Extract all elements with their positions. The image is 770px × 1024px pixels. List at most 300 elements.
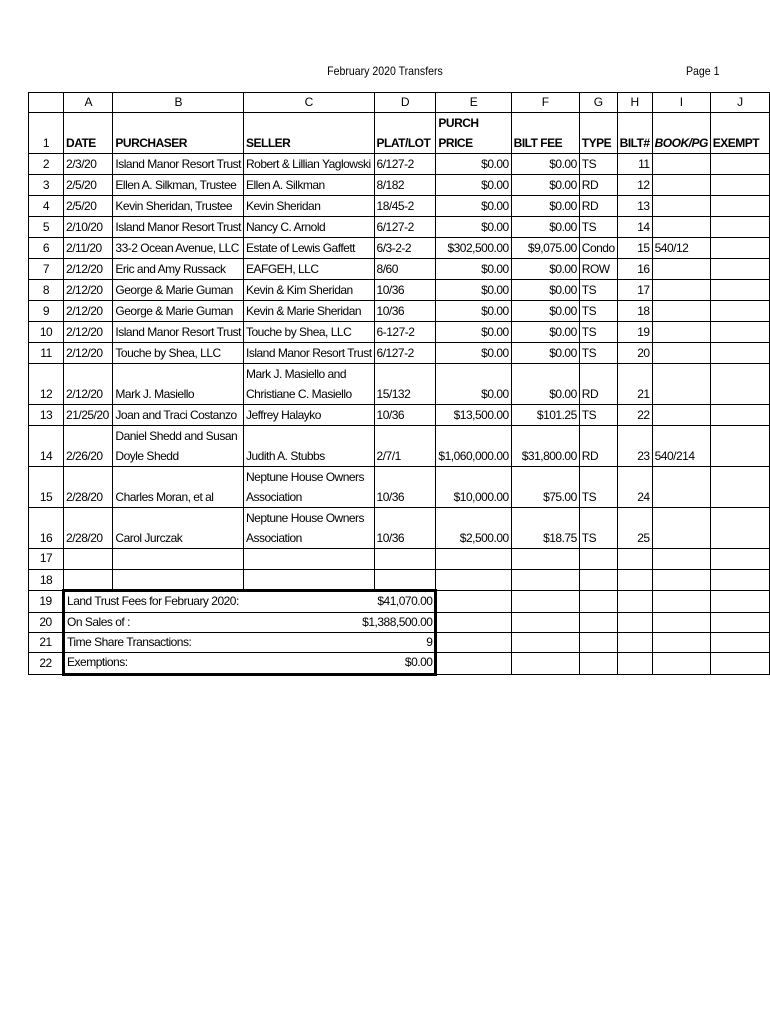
empty-cell — [64, 549, 113, 569]
purchaser-cell-line: George & Marie Guman — [115, 283, 233, 298]
purch-price-cell: $0.00 — [436, 343, 511, 364]
purchaser-cell-line: Island Manor Resort Trust — [115, 220, 241, 235]
empty-cell — [436, 569, 511, 590]
date-cell: 2/12/20 — [64, 259, 113, 280]
date-cell: 21/25/20 — [64, 405, 113, 426]
column-letter: J — [710, 93, 769, 113]
book-pg-header: BOOK/PG — [652, 113, 710, 154]
type-cell: ROW — [579, 259, 617, 280]
empty-cell — [579, 633, 617, 653]
type-cell: RD — [579, 426, 617, 467]
empty-cell — [243, 569, 374, 590]
purch-price-cell: $0.00 — [436, 322, 511, 343]
book-pg-cell — [652, 467, 710, 508]
seller-cell — [243, 343, 374, 364]
bilt-number-cell: 21 — [617, 364, 652, 405]
type-cell: RD — [579, 364, 617, 405]
seller-cell — [243, 175, 374, 196]
purchaser-cell — [113, 405, 244, 426]
seller-cell-line: Estate of Lewis Gaffett — [245, 241, 355, 256]
exempt-cell — [710, 426, 769, 467]
seller-cell-line: Jeffrey Halayko — [245, 408, 321, 423]
table-row — [29, 569, 770, 590]
seller-cell-line: Christiane C. Masiello — [245, 387, 352, 402]
platlot-cell: 6/127-2 — [374, 343, 436, 364]
exempt-cell — [710, 175, 769, 196]
purchaser-cell — [113, 196, 244, 217]
seller-cell — [243, 364, 374, 405]
bilt-fee-cell: $75.00 — [511, 467, 579, 508]
empty-cell — [579, 612, 617, 632]
bilt-fee-cell: $101.25 — [511, 405, 579, 426]
exempt-cell — [710, 467, 769, 508]
purchaser-cell-line: Doyle Shedd — [115, 449, 179, 464]
empty-cell — [436, 653, 511, 674]
purchaser-cell — [113, 217, 244, 238]
purchaser-cell — [113, 508, 244, 549]
report-title: February 2020 Transfers — [327, 64, 443, 78]
seller-cell-line: Ellen A. Silkman — [245, 178, 325, 193]
empty-cell — [652, 591, 710, 612]
book-pg-cell — [652, 154, 710, 175]
empty-cell — [436, 612, 511, 632]
column-letter: B — [113, 93, 244, 113]
summary-row — [29, 591, 770, 612]
purchaser-cell-line: Mark J. Masiello — [115, 387, 195, 402]
seller-cell — [243, 280, 374, 301]
table-row — [29, 217, 770, 238]
table-row — [29, 343, 770, 364]
bilt-fee-cell: $0.00 — [511, 259, 579, 280]
purchaser-cell — [113, 280, 244, 301]
purchaser-header: PURCHASER — [113, 113, 244, 154]
date-cell: 2/5/20 — [64, 175, 113, 196]
seller-cell-line: Kevin & Marie Sheridan — [245, 304, 362, 319]
bilt-number-cell: 13 — [617, 196, 652, 217]
summary-label: Exemptions: — [64, 653, 244, 674]
table-row — [29, 259, 770, 280]
exempt-header: EXEMPT — [710, 113, 769, 154]
platlot-cell: 10/36 — [374, 467, 436, 508]
row-number: 19 — [29, 591, 64, 612]
seller-cell-line: Mark J. Masiello and — [245, 367, 347, 382]
empty-cell — [579, 653, 617, 674]
purchaser-cell-line: Daniel Shedd and Susan — [115, 429, 238, 444]
header-row — [29, 113, 770, 154]
book-pg-cell — [652, 301, 710, 322]
empty-cell — [617, 633, 652, 653]
bilt-fee-header: BILT FEE — [511, 113, 579, 154]
type-cell: TS — [579, 154, 617, 175]
purch-price-cell: $0.00 — [436, 259, 511, 280]
page-number: Page 1 — [686, 64, 720, 78]
bilt-fee-cell: $9,075.00 — [511, 238, 579, 259]
column-letter: G — [579, 93, 617, 113]
purchaser-cell-line: Ellen A. Silkman, Trustee — [115, 178, 237, 193]
table-row — [29, 405, 770, 426]
empty-cell — [374, 549, 436, 569]
seller-cell — [243, 467, 374, 508]
table-row — [29, 549, 770, 569]
row-number: 17 — [29, 549, 64, 569]
date-header: DATE — [64, 113, 113, 154]
row-number: 21 — [29, 633, 64, 653]
purch-price-cell: $0.00 — [436, 175, 511, 196]
table-row — [29, 238, 770, 259]
empty-cell — [436, 633, 511, 653]
purch-price-cell: $13,500.00 — [436, 405, 511, 426]
empty-cell — [511, 653, 579, 674]
purch-price-cell: $0.00 — [436, 217, 511, 238]
seller-cell-line: Robert & Lillian Yaglowski — [245, 157, 371, 172]
purchaser-cell-line: Eric and Amy Russack — [115, 262, 226, 277]
row-number: 20 — [29, 612, 64, 632]
platlot-cell: 6-127-2 — [374, 322, 436, 343]
seller-cell — [243, 508, 374, 549]
summary-label: On Sales of : — [64, 612, 244, 632]
empty-cell — [64, 569, 113, 590]
type-cell: TS — [579, 280, 617, 301]
purchaser-cell-line: 33-2 Ocean Avenue, LLC — [115, 241, 239, 256]
column-letter: A — [64, 93, 113, 113]
bilt-number-cell: 23 — [617, 426, 652, 467]
exempt-cell — [710, 196, 769, 217]
bilt-number-cell: 19 — [617, 322, 652, 343]
summary-value: $0.00 — [243, 653, 435, 674]
exempt-cell — [710, 238, 769, 259]
empty-cell — [579, 591, 617, 612]
column-letters-row — [29, 93, 770, 113]
seller-cell — [243, 405, 374, 426]
seller-cell-line: Association — [245, 531, 302, 546]
empty-cell — [652, 612, 710, 632]
book-pg-cell — [652, 217, 710, 238]
row-number: 1 — [29, 113, 64, 154]
purch-price-cell: $0.00 — [436, 154, 511, 175]
purchaser-cell-line: George & Marie Guman — [115, 304, 233, 319]
purchaser-cell — [113, 467, 244, 508]
purchaser-cell-line: Kevin Sheridan, Trustee — [115, 199, 232, 214]
row-number: 12 — [29, 364, 64, 405]
seller-cell — [243, 426, 374, 467]
platlot-cell: 2/7/1 — [374, 426, 436, 467]
table-row — [29, 154, 770, 175]
purchaser-cell — [113, 322, 244, 343]
date-cell: 2/5/20 — [64, 196, 113, 217]
book-pg-cell: 540/214 — [652, 426, 710, 467]
seller-cell-line: Neptune House Owners — [245, 470, 365, 485]
bilt-number-cell: 22 — [617, 405, 652, 426]
bilt-number-cell: 18 — [617, 301, 652, 322]
empty-cell — [511, 612, 579, 632]
empty-cell — [436, 591, 511, 612]
row-number: 3 — [29, 175, 64, 196]
bilt-fee-cell: $18.75 — [511, 508, 579, 549]
exempt-cell — [710, 259, 769, 280]
bilt-number-cell: 20 — [617, 343, 652, 364]
seller-cell — [243, 259, 374, 280]
bilt-number-cell: 11 — [617, 154, 652, 175]
transfers-table — [28, 92, 770, 676]
platlot-cell: 18/45-2 — [374, 196, 436, 217]
purch-price-cell: $2,500.00 — [436, 508, 511, 549]
seller-cell — [243, 301, 374, 322]
purchaser-cell — [113, 238, 244, 259]
empty-cell — [710, 653, 769, 674]
purchaser-cell-line: Touche by Shea, LLC — [115, 346, 221, 361]
empty-cell — [511, 569, 579, 590]
type-cell: TS — [579, 405, 617, 426]
empty-cell — [579, 549, 617, 569]
summary-label: Time Share Transactions: — [64, 633, 244, 653]
bilt-fee-cell: $0.00 — [511, 175, 579, 196]
date-cell: 2/28/20 — [64, 508, 113, 549]
bilt-number-cell: 17 — [617, 280, 652, 301]
date-cell: 2/12/20 — [64, 322, 113, 343]
summary-row — [29, 633, 770, 653]
seller-cell-line: Judith A. Stubbs — [245, 449, 325, 464]
row-number: 10 — [29, 322, 64, 343]
book-pg-cell — [652, 508, 710, 549]
platlot-cell: 10/36 — [374, 280, 436, 301]
table-row — [29, 508, 770, 549]
summary-value: $41,070.00 — [243, 591, 435, 612]
purch-price-cell: $0.00 — [436, 280, 511, 301]
purch-price-header-line2: PRICE — [438, 136, 473, 151]
seller-cell — [243, 217, 374, 238]
column-letter: E — [436, 93, 511, 113]
empty-cell — [652, 633, 710, 653]
bilt-number-cell: 25 — [617, 508, 652, 549]
purchaser-cell-line: Charles Moran, et al — [115, 490, 214, 505]
bilt-fee-cell: $31,800.00 — [511, 426, 579, 467]
purch-price-header-line1: PURCH — [438, 116, 479, 131]
purchaser-cell — [113, 364, 244, 405]
platlot-cell: 10/36 — [374, 301, 436, 322]
summary-row — [29, 612, 770, 632]
empty-cell — [710, 633, 769, 653]
empty-cell — [617, 612, 652, 632]
empty-cell — [243, 549, 374, 569]
purchaser-cell — [113, 175, 244, 196]
empty-cell — [652, 569, 710, 590]
date-cell: 2/12/20 — [64, 280, 113, 301]
type-header: TYPE — [579, 113, 617, 154]
table-row — [29, 301, 770, 322]
row-number: 18 — [29, 569, 64, 590]
platlot-cell: 6/127-2 — [374, 154, 436, 175]
empty-cell — [710, 591, 769, 612]
bilt-fee-cell: $0.00 — [511, 196, 579, 217]
seller-cell-line: Nancy C. Arnold — [245, 220, 326, 235]
bilt-fee-cell: $0.00 — [511, 301, 579, 322]
row-number: 11 — [29, 343, 64, 364]
summary-label: Land Trust Fees for February 2020: — [64, 591, 244, 612]
type-cell: Condo — [579, 238, 617, 259]
book-pg-cell — [652, 322, 710, 343]
purchaser-cell-line: Carol Jurczak — [115, 531, 183, 546]
type-cell: TS — [579, 217, 617, 238]
seller-cell-line: EAFGEH, LLC — [245, 262, 319, 277]
seller-cell-line: Kevin Sheridan — [245, 199, 321, 214]
purchaser-cell — [113, 426, 244, 467]
purchaser-cell-line: Joan and Traci Costanzo — [115, 408, 237, 423]
row-number: 9 — [29, 301, 64, 322]
book-pg-cell — [652, 405, 710, 426]
bilt-number-cell: 12 — [617, 175, 652, 196]
bilt-fee-cell: $0.00 — [511, 322, 579, 343]
date-cell: 2/28/20 — [64, 467, 113, 508]
exempt-cell — [710, 217, 769, 238]
purch-price-cell: $1,060,000.00 — [436, 426, 511, 467]
empty-cell — [710, 569, 769, 590]
empty-cell — [436, 549, 511, 569]
platlot-cell: 15/132 — [374, 364, 436, 405]
row-number: 14 — [29, 426, 64, 467]
date-cell: 2/12/20 — [64, 301, 113, 322]
book-pg-cell — [652, 343, 710, 364]
row-number: 15 — [29, 467, 64, 508]
type-cell: TS — [579, 322, 617, 343]
seller-cell — [243, 154, 374, 175]
row-number: 22 — [29, 653, 64, 674]
bilt-fee-cell: $0.00 — [511, 217, 579, 238]
purchaser-cell — [113, 301, 244, 322]
summary-value: $1,388,500.00 — [243, 612, 435, 632]
platlot-cell: 10/36 — [374, 405, 436, 426]
purch-price-cell: $302,500.00 — [436, 238, 511, 259]
date-cell: 2/26/20 — [64, 426, 113, 467]
empty-cell — [617, 653, 652, 674]
type-cell: TS — [579, 508, 617, 549]
exempt-cell — [710, 280, 769, 301]
platlot-cell: 10/36 — [374, 508, 436, 549]
book-pg-cell: 540/12 — [652, 238, 710, 259]
purch-price-cell: $0.00 — [436, 196, 511, 217]
seller-cell-line: Island Manor Resort Trust — [245, 346, 372, 361]
corner-cell — [29, 93, 64, 113]
exempt-cell — [710, 343, 769, 364]
column-letter: D — [374, 93, 436, 113]
bilt-fee-cell: $0.00 — [511, 364, 579, 405]
purch-price-header — [436, 113, 511, 154]
bilt-number-cell: 15 — [617, 238, 652, 259]
column-letter: H — [617, 93, 652, 113]
date-cell: 2/3/20 — [64, 154, 113, 175]
row-number: 16 — [29, 508, 64, 549]
column-letter: I — [652, 93, 710, 113]
platlot-cell: 6/127-2 — [374, 217, 436, 238]
bilt-number-header: BILT# — [617, 113, 652, 154]
row-number: 13 — [29, 405, 64, 426]
summary-row — [29, 653, 770, 674]
seller-cell-line: Association — [245, 490, 302, 505]
book-pg-cell — [652, 175, 710, 196]
table-row — [29, 426, 770, 467]
exempt-cell — [710, 508, 769, 549]
seller-cell — [243, 238, 374, 259]
bilt-fee-cell: $0.00 — [511, 280, 579, 301]
seller-cell — [243, 196, 374, 217]
book-pg-cell — [652, 364, 710, 405]
exempt-cell — [710, 405, 769, 426]
empty-cell — [652, 549, 710, 569]
bilt-fee-cell: $0.00 — [511, 343, 579, 364]
book-pg-cell — [652, 196, 710, 217]
seller-cell-line: Kevin & Kim Sheridan — [245, 283, 353, 298]
date-cell: 2/12/20 — [64, 364, 113, 405]
empty-cell — [113, 569, 244, 590]
empty-cell — [113, 549, 244, 569]
type-cell: TS — [579, 467, 617, 508]
exempt-cell — [710, 364, 769, 405]
empty-cell — [652, 653, 710, 674]
bilt-number-cell: 16 — [617, 259, 652, 280]
exempt-cell — [710, 154, 769, 175]
empty-cell — [511, 591, 579, 612]
purchaser-cell — [113, 343, 244, 364]
empty-cell — [710, 612, 769, 632]
table-row — [29, 364, 770, 405]
platlot-header: PLAT/LOT — [374, 113, 436, 154]
empty-cell — [617, 569, 652, 590]
purchaser-cell-line: Island Manor Resort Trust — [115, 157, 241, 172]
platlot-cell: 6/3-2-2 — [374, 238, 436, 259]
date-cell: 2/10/20 — [64, 217, 113, 238]
table-row — [29, 175, 770, 196]
platlot-cell: 8/60 — [374, 259, 436, 280]
bilt-fee-cell: $0.00 — [511, 154, 579, 175]
column-letter: C — [243, 93, 374, 113]
book-pg-cell — [652, 259, 710, 280]
seller-header: SELLER — [243, 113, 374, 154]
type-cell: TS — [579, 343, 617, 364]
table-row — [29, 196, 770, 217]
empty-cell — [511, 633, 579, 653]
purch-price-cell: $0.00 — [436, 301, 511, 322]
column-letter: F — [511, 93, 579, 113]
seller-cell — [243, 322, 374, 343]
purch-price-cell: $0.00 — [436, 364, 511, 405]
purchaser-cell — [113, 259, 244, 280]
bilt-number-cell: 14 — [617, 217, 652, 238]
type-cell: RD — [579, 175, 617, 196]
table-row — [29, 322, 770, 343]
empty-cell — [710, 549, 769, 569]
row-number: 7 — [29, 259, 64, 280]
purch-price-cell: $10,000.00 — [436, 467, 511, 508]
table-row — [29, 280, 770, 301]
table-row — [29, 467, 770, 508]
row-number: 6 — [29, 238, 64, 259]
exempt-cell — [710, 301, 769, 322]
book-pg-cell — [652, 280, 710, 301]
date-cell: 2/12/20 — [64, 343, 113, 364]
empty-cell — [617, 591, 652, 612]
exempt-cell — [710, 322, 769, 343]
purchaser-cell-line: Island Manor Resort Trust — [115, 325, 241, 340]
type-cell: RD — [579, 196, 617, 217]
row-number: 4 — [29, 196, 64, 217]
type-cell: TS — [579, 301, 617, 322]
row-number: 5 — [29, 217, 64, 238]
platlot-cell: 8/182 — [374, 175, 436, 196]
seller-cell-line: Neptune House Owners — [245, 511, 365, 526]
bilt-number-cell: 24 — [617, 467, 652, 508]
empty-cell — [579, 569, 617, 590]
purchaser-cell — [113, 154, 244, 175]
seller-cell-line: Touche by Shea, LLC — [245, 325, 352, 340]
